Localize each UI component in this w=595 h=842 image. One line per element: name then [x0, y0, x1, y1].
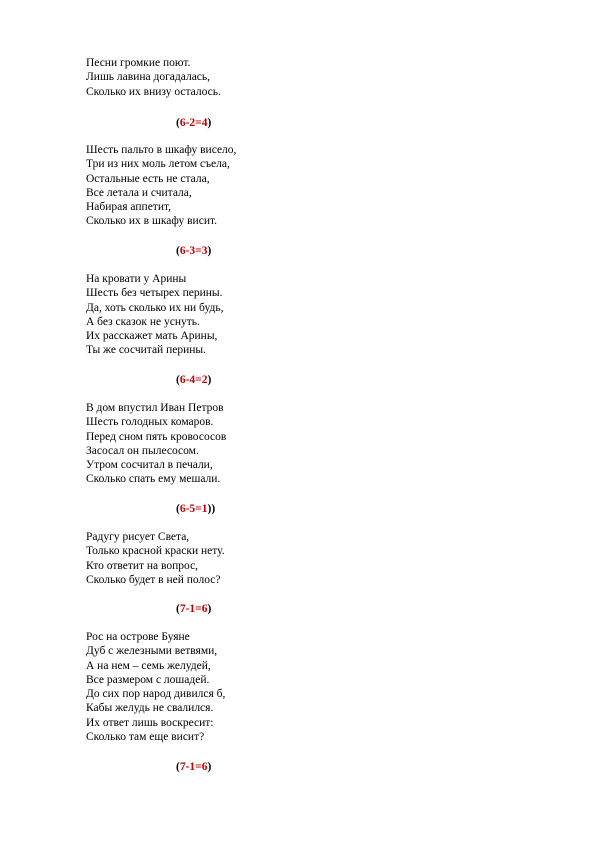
poem-line: Набирая аппетит, [86, 201, 172, 214]
answer-expression: 6-4=2 [179, 374, 208, 386]
poem-line: Все летала и считала, [86, 186, 192, 199]
answer-expression: 7-1=6 [179, 603, 208, 615]
poem-line: В дом впустил Иван Петров [86, 402, 224, 414]
answer-open: ( [176, 761, 180, 773]
poem-line: А без сказок не уснуть. [86, 315, 200, 328]
poem-line: Засосал он пылесосом. [86, 444, 199, 457]
answer-expression: 7-1=6 [179, 761, 208, 773]
answer-open: ( [176, 603, 180, 615]
poem-line: Кабы желудь не свалился. [86, 702, 214, 715]
answer-4 [176, 502, 215, 516]
poem-line: Дуб с железными ветвями, [86, 645, 218, 658]
poem-line: Рос на острове Буяне [86, 631, 190, 643]
poem-line: Радугу рисует Света, [86, 531, 190, 543]
answer-5 [176, 602, 211, 616]
poem-line: Песни громкие поют. [86, 57, 191, 69]
answer-expression: 6-2=4 [179, 117, 208, 129]
answer-close: ) [207, 117, 212, 129]
answer-2 [176, 244, 211, 258]
answer-1 [176, 116, 211, 130]
poem-line: Остальные есть не стала, [86, 172, 210, 185]
poem-stanza-3 [86, 272, 506, 358]
poem-line: Сколько спать ему мешали. [86, 473, 221, 486]
poem-stanza-2 [86, 143, 506, 229]
poem-line: На кровати у Арины [86, 273, 187, 285]
poem-line: Шесть пальто в шкафу висело, [86, 144, 237, 156]
poem-line: Три из них моль летом съела, [86, 158, 230, 171]
answer-open: ( [176, 117, 180, 129]
answer-open: ( [176, 245, 180, 257]
answer-open: ( [176, 503, 180, 515]
poem-line: Сколько их в шкафу висит. [86, 215, 218, 228]
answer-6 [176, 760, 211, 774]
poem-line: До сих пор народ дивился б, [86, 688, 226, 701]
poem-line: Перед сном пять кровососов [86, 430, 227, 443]
answer-expression: 6-3=3 [179, 245, 208, 257]
poem-line: А на нем – семь желудей, [86, 659, 211, 672]
answer-close: ) [207, 761, 212, 773]
poem-stanza-6 [86, 630, 506, 744]
answer-close: ) [207, 374, 212, 386]
poem-line: Шесть голодных комаров. [86, 416, 214, 429]
answer-close: ) [207, 245, 212, 257]
poem-line: Сколько будет в ней полос? [86, 573, 221, 586]
poem-line: Лишь лавина догадалась, [86, 71, 211, 84]
answer-close: )) [207, 503, 216, 515]
poem-line: Сколько их внизу осталось. [86, 85, 221, 98]
poem-line: Их расскажет мать Арины, [86, 330, 218, 343]
answer-3 [176, 373, 211, 387]
poem-line: Их ответ лишь воскресит: [86, 716, 214, 729]
poem-line: Все размером с лошадей. [86, 673, 210, 686]
poem-line: Только красной краски нету. [86, 545, 225, 558]
poem-stanza-4 [86, 401, 506, 487]
poem-line: Кто ответит на вопрос, [86, 559, 199, 572]
poem-line: Утром сосчитал в печали, [86, 459, 213, 472]
poem-stanza-5 [86, 530, 506, 587]
poem-line: Ты же сосчитай перины. [86, 344, 206, 357]
answer-open: ( [176, 374, 180, 386]
poem-line: Да, хоть сколько их ни будь, [86, 301, 224, 314]
answer-close: ) [207, 603, 212, 615]
poem-line: Шесть без четырех перины. [86, 287, 223, 300]
answer-expression: 6-5=1 [179, 503, 208, 515]
poem-stanza-1 [86, 56, 506, 99]
poem-line: Сколько там еще висит? [86, 731, 205, 744]
